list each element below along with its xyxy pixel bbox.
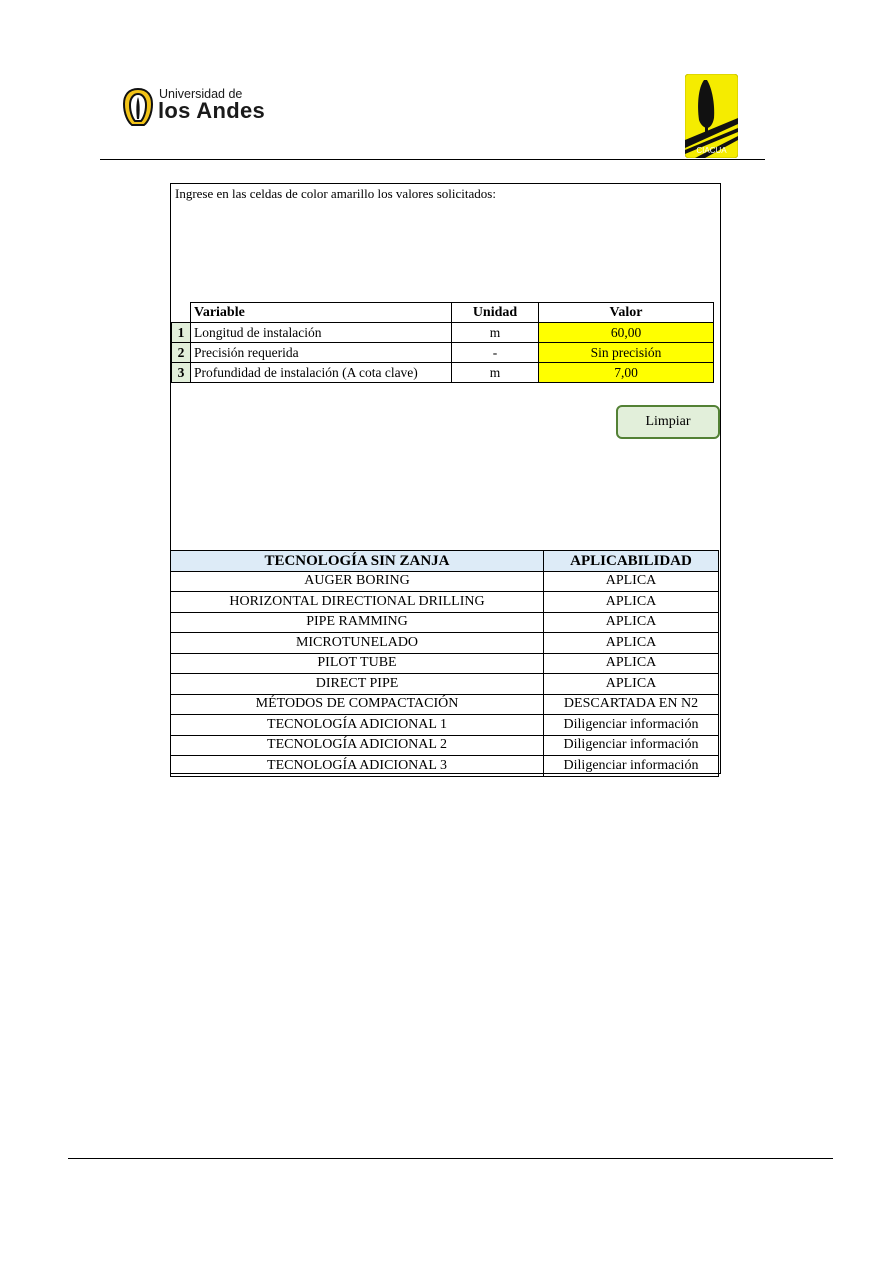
table-row [171, 592, 719, 613]
footer-rule [68, 1158, 833, 1159]
applicability-value: APLICA [544, 674, 719, 695]
table-row [171, 735, 719, 756]
clear-button[interactable]: Limpiar [616, 405, 720, 439]
applicability-value: Diligenciar información [544, 715, 719, 736]
table-row [171, 674, 719, 695]
precision-input-cell[interactable]: Sin precisión [539, 343, 714, 363]
table-row [171, 633, 719, 654]
university-line1: Universidad de [159, 87, 243, 101]
variable-name: Profundidad de instalación (A cota clave) [191, 363, 452, 383]
spreadsheet-panel [170, 183, 721, 774]
header-rule [100, 159, 765, 160]
table-row [171, 756, 719, 777]
table-row [171, 571, 719, 592]
table-row [171, 653, 719, 674]
row-number: 1 [172, 323, 191, 343]
technology-name: TECNOLOGÍA ADICIONAL 3 [171, 756, 544, 777]
technology-header-row [171, 551, 719, 572]
technology-header: TECNOLOGÍA SIN ZANJA [171, 551, 544, 572]
ciacua-logo [685, 74, 738, 158]
technology-name: PIPE RAMMING [171, 612, 544, 633]
los-andes-emblem-icon [122, 88, 154, 126]
row-number: 3 [172, 363, 191, 383]
applicability-value: Diligenciar información [544, 735, 719, 756]
technology-name: DIRECT PIPE [171, 674, 544, 695]
applicability-value: Diligenciar información [544, 756, 719, 777]
variables-header-row [172, 303, 714, 323]
applicability-value: APLICA [544, 571, 719, 592]
variable-name: Precisión requerida [191, 343, 452, 363]
variable-name: Longitud de instalación [191, 323, 452, 343]
applicability-value: APLICA [544, 633, 719, 654]
applicability-value: APLICA [544, 653, 719, 674]
blank-corner-cell [172, 303, 191, 323]
technology-name: PILOT TUBE [171, 653, 544, 674]
universidad-los-andes-logo [122, 84, 266, 128]
technology-table [170, 550, 719, 777]
technology-name: TECNOLOGÍA ADICIONAL 1 [171, 715, 544, 736]
technology-name: HORIZONTAL DIRECTIONAL DRILLING [171, 592, 544, 613]
value-header: Valor [539, 303, 714, 323]
table-row [171, 715, 719, 736]
ciacua-text: CIACUA [696, 146, 727, 155]
applicability-value: APLICA [544, 592, 719, 613]
applicability-value: DESCARTADA EN N2 [544, 694, 719, 715]
applicability-value: APLICA [544, 612, 719, 633]
length-input-cell[interactable]: 60,00 [539, 323, 714, 343]
depth-input-cell[interactable]: 7,00 [539, 363, 714, 383]
variable-unit: m [452, 363, 539, 383]
table-row [171, 694, 719, 715]
university-line2: los Andes [158, 98, 266, 123]
instruction-text: Ingrese en las celdas de color amarillo los valores solicitados: [175, 186, 496, 201]
variable-unit: m [452, 323, 539, 343]
technology-name: MÉTODOS DE COMPACTACIÓN [171, 694, 544, 715]
variables-table [171, 302, 714, 383]
technology-name: TECNOLOGÍA ADICIONAL 2 [171, 735, 544, 756]
table-row [171, 612, 719, 633]
applicability-header: APLICABILIDAD [544, 551, 719, 572]
unit-header: Unidad [452, 303, 539, 323]
table-row [172, 343, 714, 363]
table-row [172, 363, 714, 383]
technology-name: AUGER BORING [171, 571, 544, 592]
variable-header: Variable [191, 303, 452, 323]
variable-unit: - [452, 343, 539, 363]
table-row [172, 323, 714, 343]
technology-name: MICROTUNELADO [171, 633, 544, 654]
row-number: 2 [172, 343, 191, 363]
